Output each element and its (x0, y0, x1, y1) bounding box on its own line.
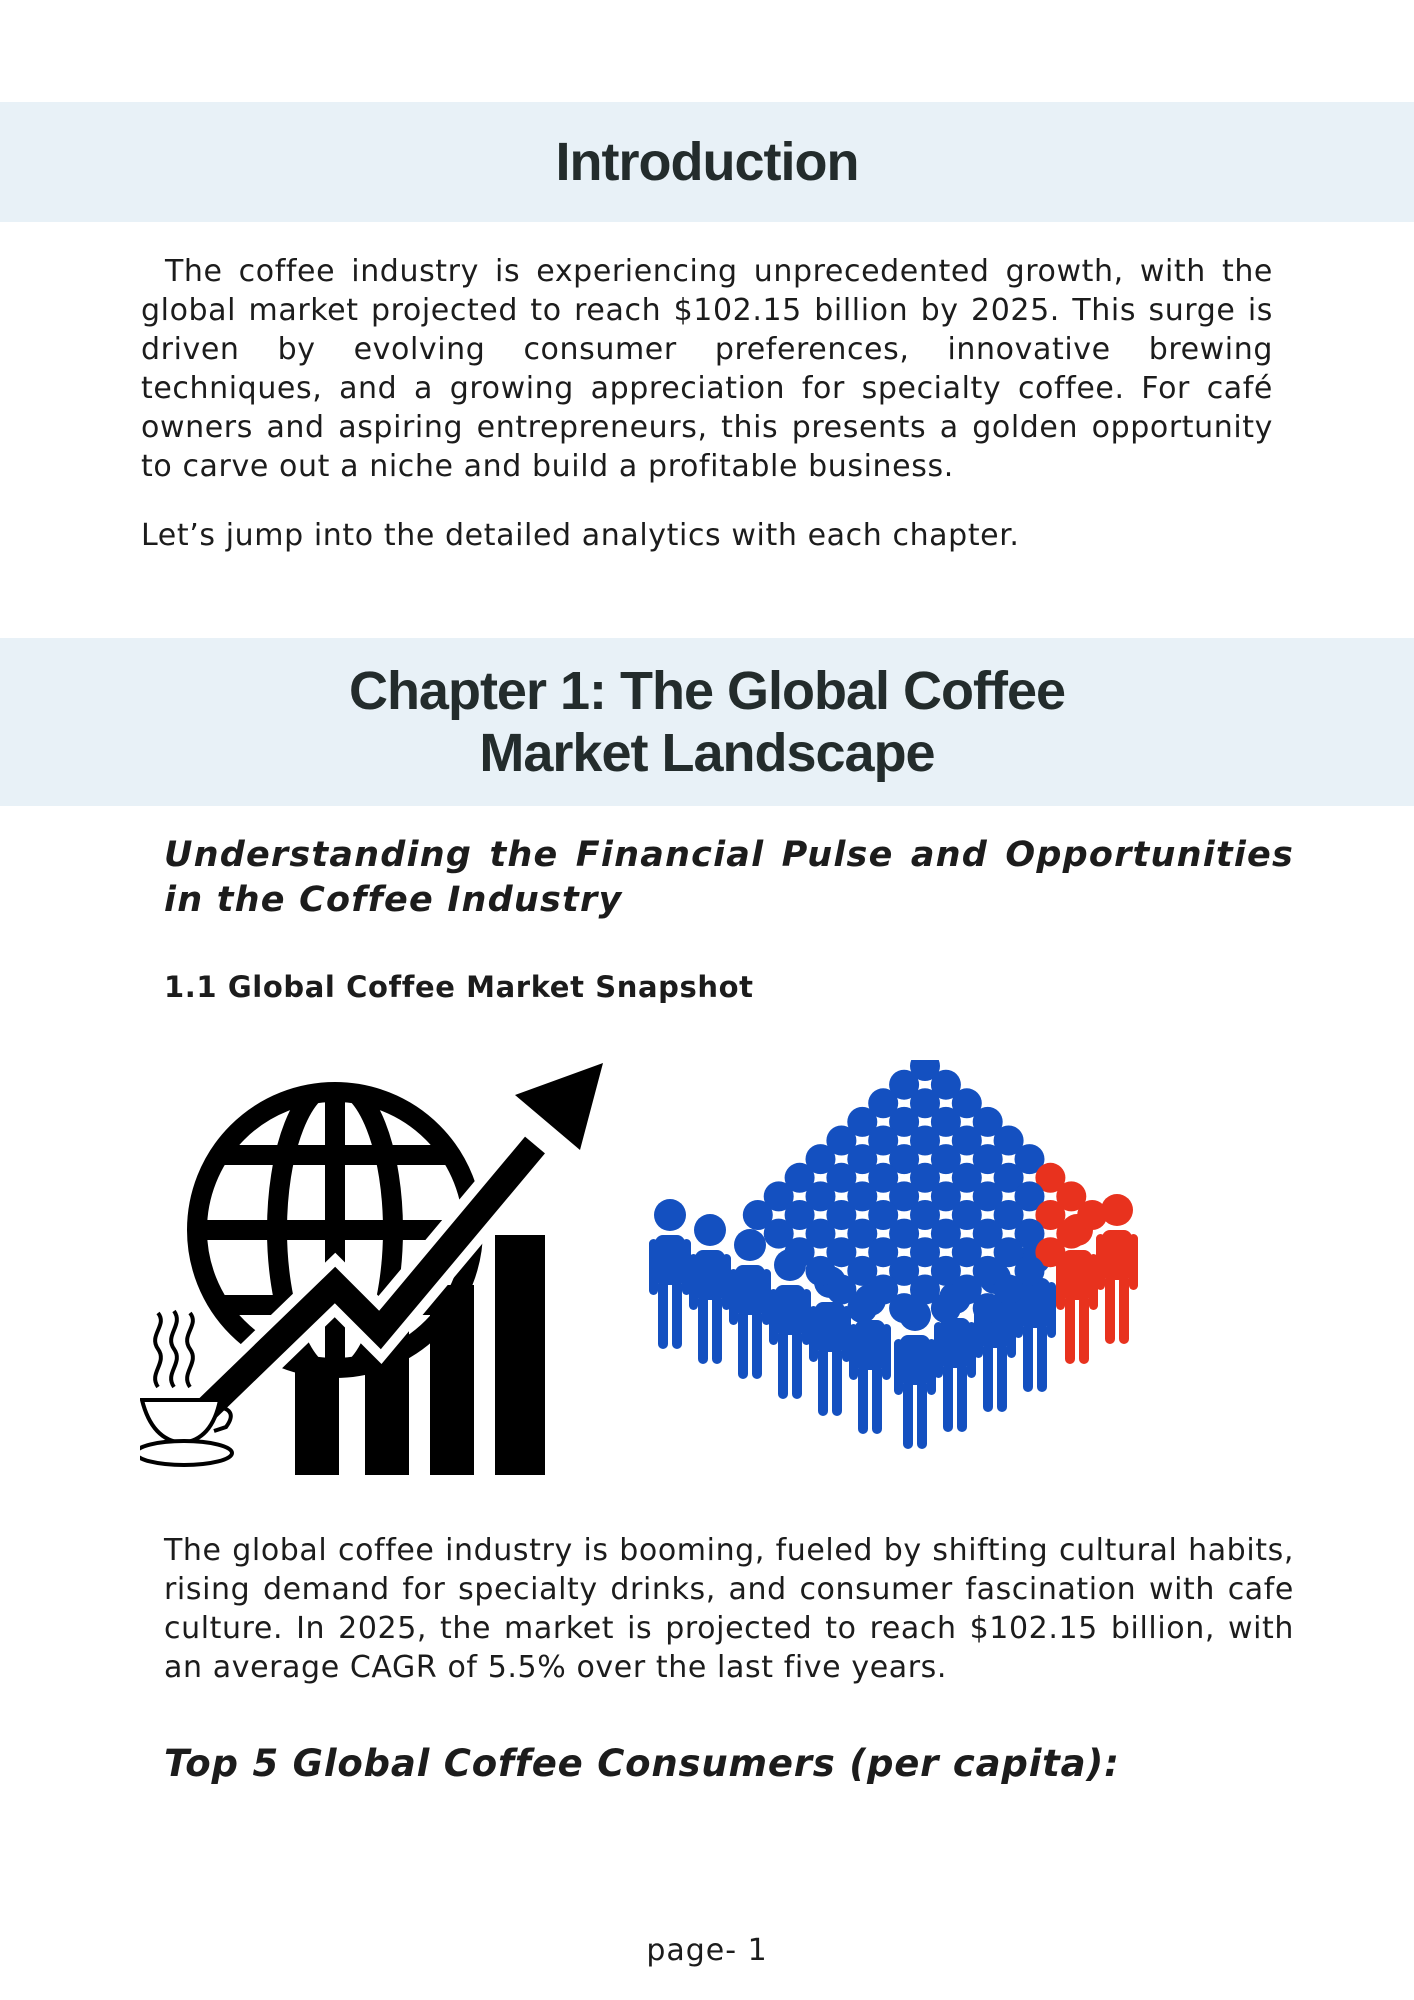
person-head (973, 1293, 1003, 1323)
person-head (847, 1293, 877, 1323)
globe-growth-coffee-icon (140, 1055, 640, 1480)
chapter1-subtitle: Understanding the Financial Pulse and Opportunities in the Coffee Industry (164, 835, 1294, 920)
top-consumers-heading: Top 5 Global Coffee Consumers (per capita): (164, 1742, 1120, 1785)
chapter1-heading-band (0, 638, 1414, 806)
chapter1-heading-line1: Chapter 1: The Global Coffee (348, 661, 1066, 721)
intro-paragraph: The coffee industry is experiencing unprecedented growth, with the global market projected to reach $102.15 billion by 2025. This surge is driven by evolving consumer preferences, innovative brewing techniques, and a growing appreciation for specialty coffee. For café owners and aspiring entrepreneurs, this presents a golden opportunity to carve out a niche and build a profitable business. (141, 254, 1273, 484)
intro-followup-paragraph: Let’s jump into the detailed analytics with each chapter. (141, 518, 1020, 553)
chapter1-heading (349, 660, 1065, 784)
chapter1-heading-line2: Market Landscape (479, 723, 935, 783)
intro-heading-band (0, 102, 1414, 222)
person-head (889, 1293, 919, 1323)
section-heading-snapshot: 1.1 Global Coffee Market Snapshot (164, 970, 754, 1004)
people-crowd-icon (640, 1060, 1200, 1480)
market-paragraph: The global coffee industry is booming, fueled by shifting cultural habits, rising demand for specialty drinks, and consumer fascination with cafe culture. In 2025, the market is projected to reach $102.15 billion, with an average CAGR of 5.5% over the last five years. (164, 1533, 1294, 1685)
intro-heading: Introduction (555, 132, 859, 192)
person-head (931, 1293, 961, 1323)
page-number: page- 1 (646, 1933, 768, 1968)
